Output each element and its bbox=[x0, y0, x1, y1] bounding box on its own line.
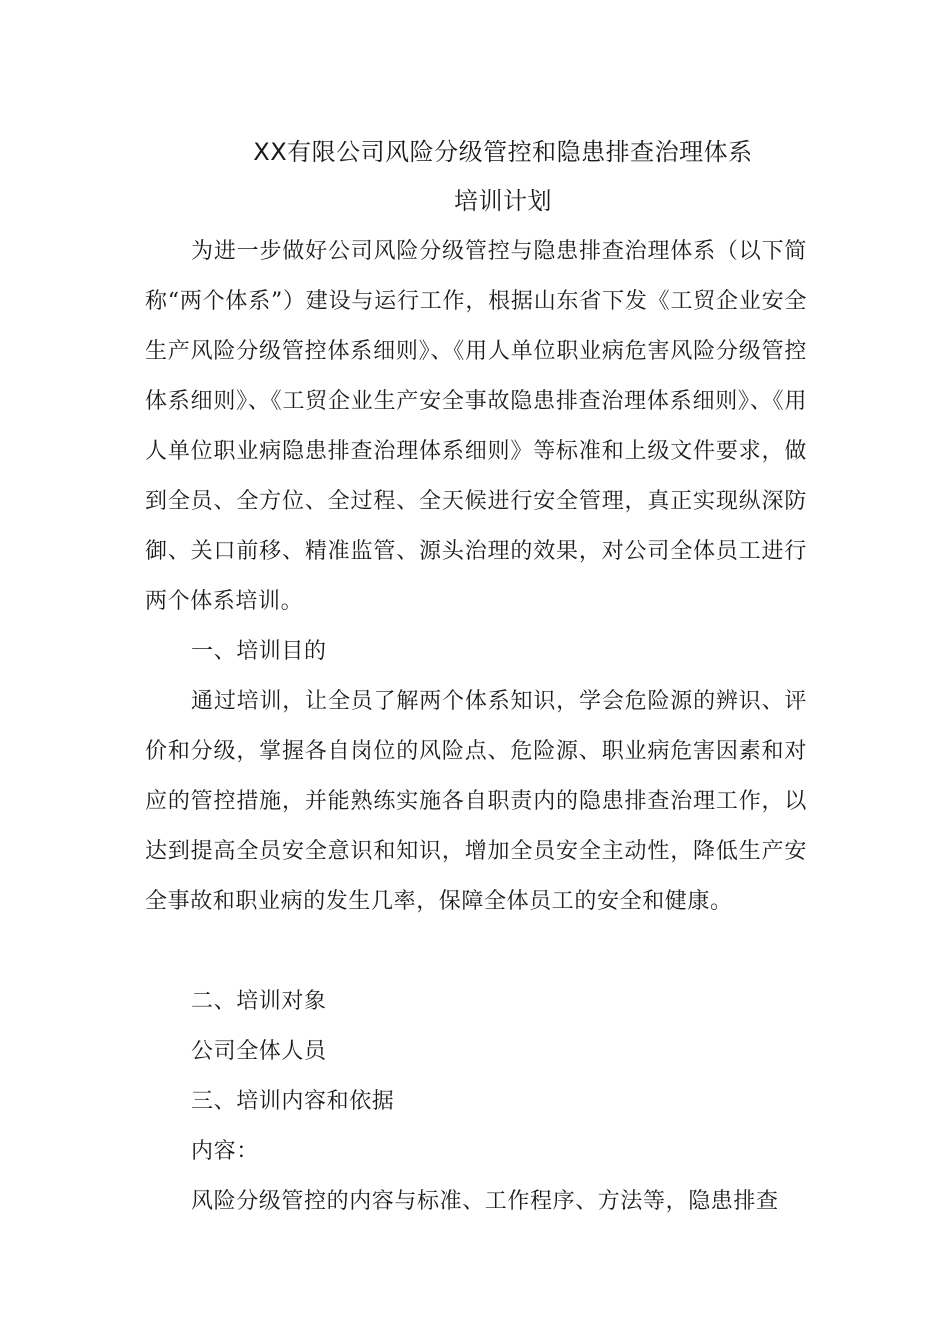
content-text: 风险分级管控的内容与标准、工作程序、方法等，隐患排查 bbox=[191, 1189, 779, 1214]
section-heading-content: 三、培训内容和依据 bbox=[191, 1089, 395, 1114]
document-subtitle: 培训计划 bbox=[454, 187, 552, 215]
content-label: 内容： bbox=[191, 1139, 259, 1164]
section-heading-target: 二、培训对象 bbox=[191, 989, 327, 1014]
document-title: XX有限公司风险分级管控和隐患排查治理体系 bbox=[253, 138, 753, 166]
intro-paragraph: 为进一步做好公司风险分级管控与隐患排查治理体系（以下简称“两个体系”）建设与运行工作，根据山东省下发《工贸企业安全生产风险分级管控体系细则》、《用人单位职业病危害风险分级管控体系细则》、《工贸企业生产安全事故隐患排查治理体系细则》、《用人单位职业病隐患排查治理体系细则》等标准和上级文件要求，做到全员、全方位、全过程、全天候进行安全管理，真正实现纵深防御、关口前移、精准监管、源头治理的效果，对公司全体员工进行两个体系培训。 bbox=[145, 239, 807, 614]
target-text: 公司全体人员 bbox=[191, 1039, 327, 1064]
section-heading-purpose: 一、培训目的 bbox=[191, 639, 327, 664]
purpose-paragraph: 通过培训，让全员了解两个体系知识，学会危险源的辨识、评价和分级，掌握各自岗位的风险点、危险源、职业病危害因素和对应的管控措施，并能熟练实施各自职责内的隐患排查治理工作，以达到提高全员安全意识和知识，增加全员安全主动性，降低生产安全事故和职业病的发生几率，保障全体员工的安全和健康。 bbox=[145, 689, 807, 914]
